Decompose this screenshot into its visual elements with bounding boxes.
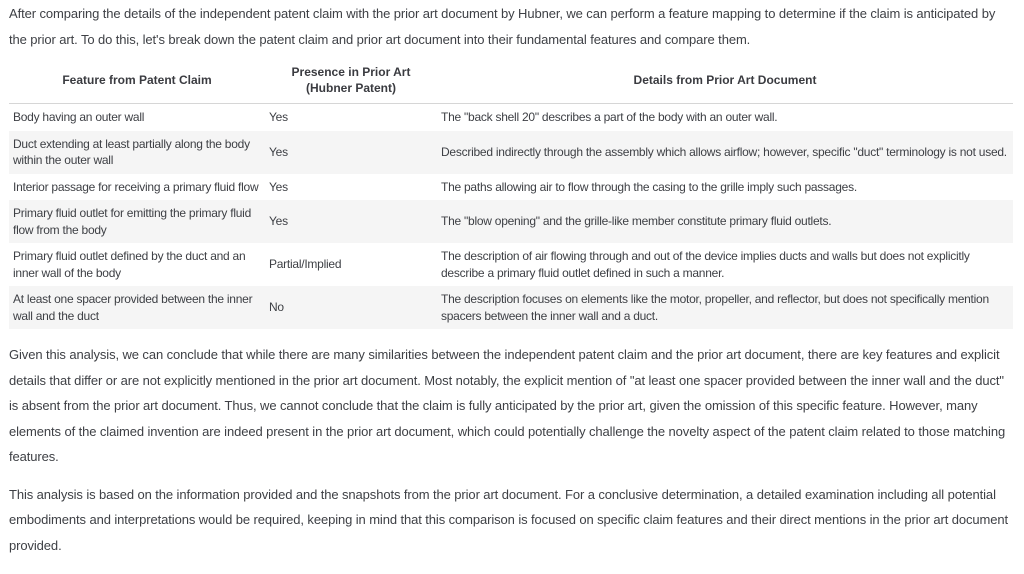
table-header-row (9, 58, 1013, 104)
feature-cell: Interior passage for receiving a primary fluid flow (9, 174, 265, 201)
column-header-presence: Presence in Prior Art (Hubner Patent) (265, 58, 437, 104)
feature-mapping-table (9, 58, 1013, 329)
column-header-details: Details from Prior Art Document (437, 58, 1013, 104)
details-cell: The paths allowing air to flow through the casing to the grille imply such passages. (437, 174, 1013, 201)
details-cell: The description of air flowing through and out of the device implies ducts and walls but does not explicitly describe a primary fluid outlet defined in such a manner. (437, 243, 1013, 286)
conclusion-paragraph-1: Given this analysis, we can conclude that while there are many similarities between the independent patent claim and the prior art document, there are key features and explicit details that differ or are not explicitly mentioned in the prior art document. Most notably, the explicit mention of "at least one spacer provided between the inner wall and the duct" is absent from the prior art document. Thus, we cannot conclude that the claim is fully anticipated by the prior art, given the omission of this specific feature. However, many elements of the claimed invention are indeed present in the prior art document, which could potentially challenge the novelty aspect of the patent claim related to those matching features. (9, 347, 1006, 464)
presence-cell: No (265, 286, 437, 329)
table-row (9, 286, 1013, 329)
table-row (9, 243, 1013, 286)
table-row (9, 104, 1013, 131)
table-row (9, 131, 1013, 174)
feature-cell: Primary fluid outlet for emitting the primary fluid flow from the body (9, 200, 265, 243)
presence-cell: Yes (265, 131, 437, 174)
intro-paragraph: After comparing the details of the independent patent claim with the prior art document by Hubner, we can perform a feature mapping to determine if the claim is anticipated by the prior art. To do this, let's break down the patent claim and prior art document into their fundamental features and compare them. (9, 6, 996, 47)
table-row (9, 174, 1013, 201)
presence-cell: Yes (265, 200, 437, 243)
details-cell: The description focuses on elements like the motor, propeller, and reflector, but does not specifically mention spacers between the inner wall and a duct. (437, 286, 1013, 329)
feature-cell: At least one spacer provided between the inner wall and the duct (9, 286, 265, 329)
details-cell: Described indirectly through the assembly which allows airflow; however, specific "duct" terminology is not used. (437, 131, 1013, 174)
details-cell: The "blow opening" and the grille-like member constitute primary fluid outlets. (437, 200, 1013, 243)
feature-cell: Duct extending at least partially along the body within the outer wall (9, 131, 265, 174)
presence-cell: Partial/Implied (265, 243, 437, 286)
details-cell: The "back shell 20" describes a part of the body with an outer wall. (437, 104, 1013, 131)
presence-cell: Yes (265, 174, 437, 201)
feature-cell: Body having an outer wall (9, 104, 265, 131)
table-row (9, 200, 1013, 243)
presence-cell: Yes (265, 104, 437, 131)
feature-cell: Primary fluid outlet defined by the duct and an inner wall of the body (9, 243, 265, 286)
conclusion-paragraph-2: This analysis is based on the information provided and the snapshots from the prior art document. For a conclusive determination, a detailed examination including all potential embodiments and interpretations would be required, keeping in mind that this comparison is focused on specific claim features and their direct mentions in the prior art document provided. (9, 486, 1009, 553)
column-header-feature: Feature from Patent Claim (9, 58, 265, 104)
